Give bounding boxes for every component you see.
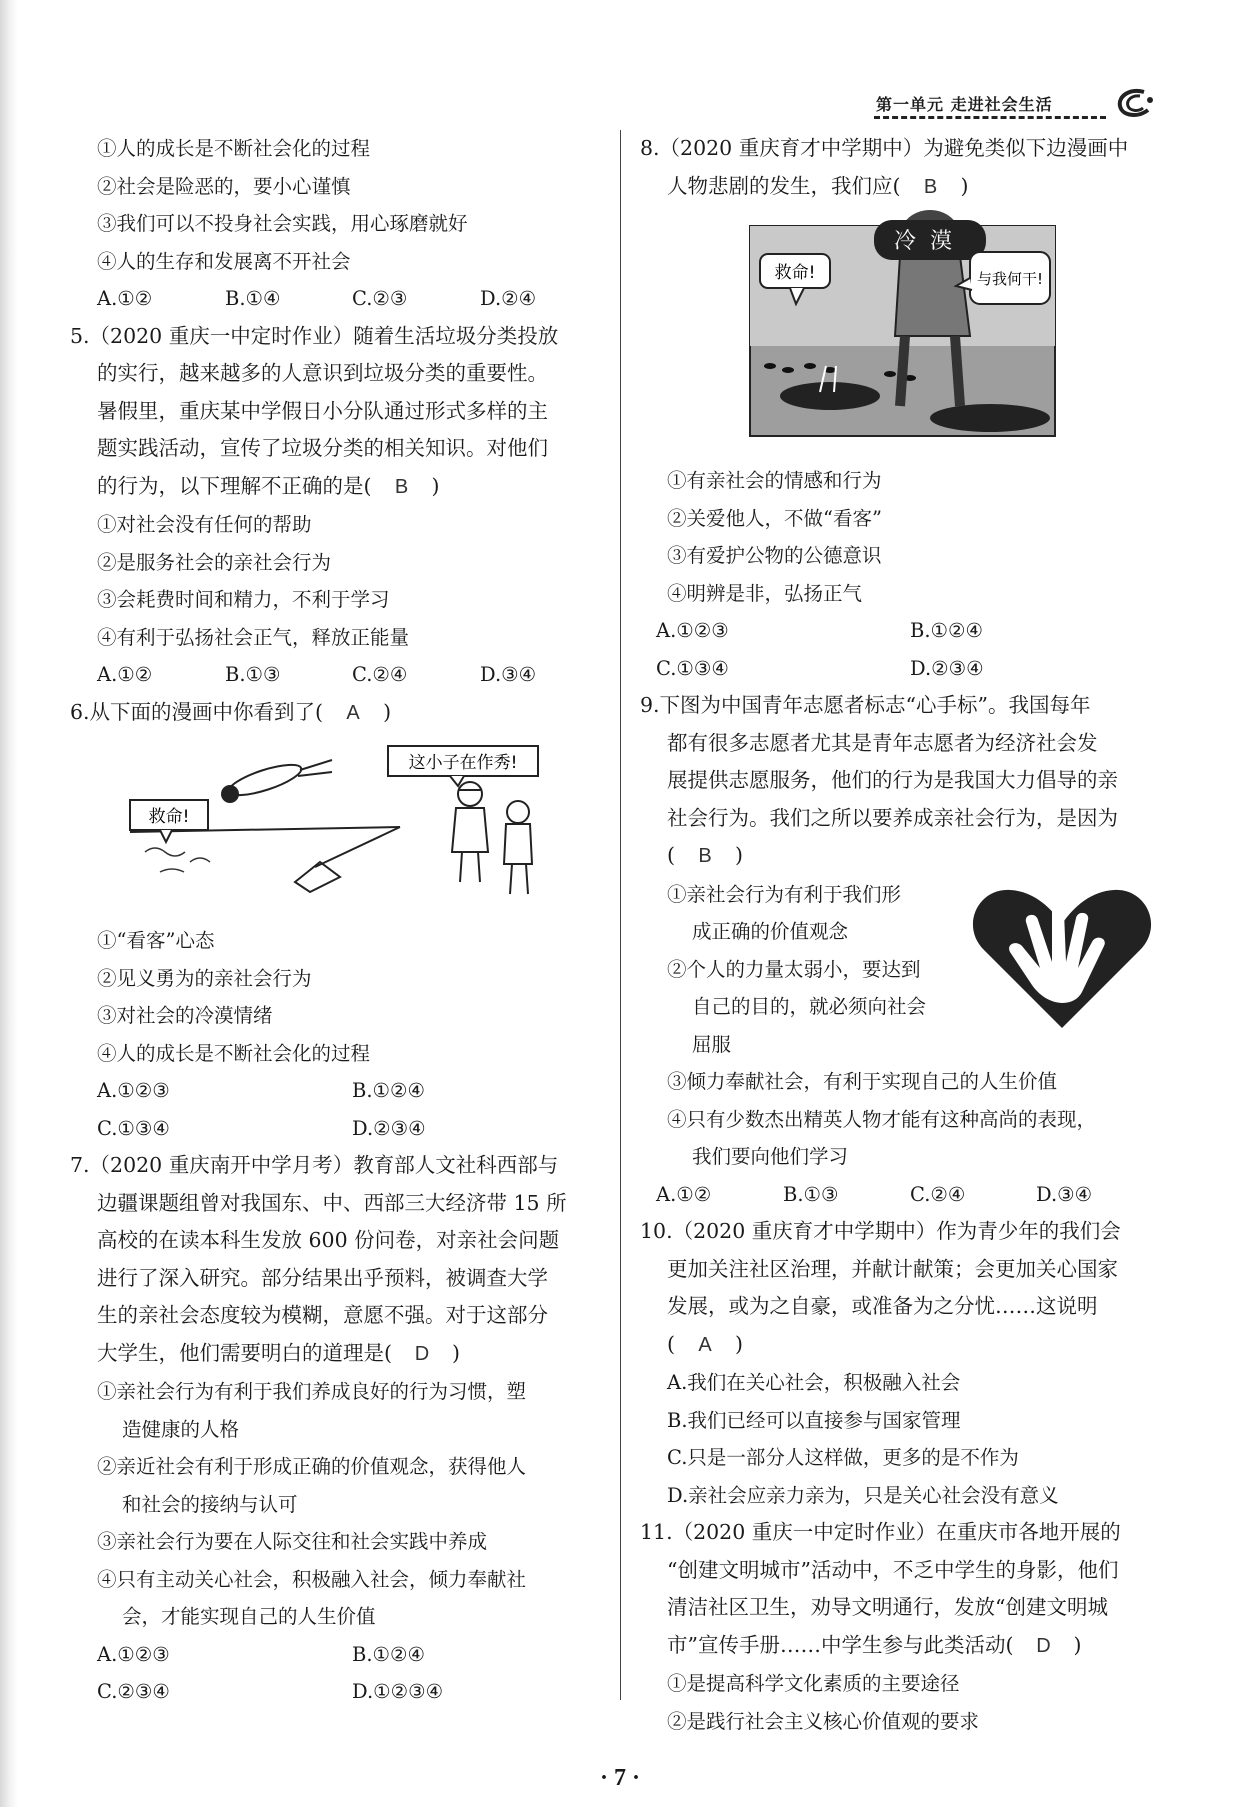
q10-stem-line: 10.（2020 重庆育才中学期中）作为青少年的我们会 xyxy=(640,1219,1121,1243)
q6-options-row2 xyxy=(70,1110,610,1148)
q8-answer: B xyxy=(923,175,938,198)
scan-edge xyxy=(0,0,18,1807)
q9-option-d: D.③④ xyxy=(1036,1182,1093,1206)
q10-answer: A xyxy=(698,1333,712,1356)
q9-option-c: C.②④ xyxy=(910,1182,966,1206)
q11-stem-line: 11.（2020 重庆一中定时作业）在重庆市各地开展的 xyxy=(640,1520,1121,1544)
q11-item: ①是提高科学文化素质的主要途径 xyxy=(667,1672,960,1695)
q7-option-a: A.①②③ xyxy=(97,1642,170,1666)
q6-item: ③对社会的冷漠情绪 xyxy=(97,1004,273,1027)
q10-stem-line: 发展，或为之自豪，或准备为之分忧……这说明 xyxy=(667,1294,1098,1318)
q8-option-d: D.②③④ xyxy=(910,656,984,680)
q7-item: ②亲近社会有利于形成正确的价值观念，获得他人 xyxy=(97,1455,527,1478)
q9-item-cont: 屈服 xyxy=(692,1032,732,1056)
q7-stem-line: 生的亲社会态度较为模糊，意愿不强。对于这部分 xyxy=(97,1303,548,1327)
q8-stem-end: 人物悲剧的发生，我们应( xyxy=(667,173,901,198)
q6-answer: A xyxy=(346,701,360,724)
q5-answer: B xyxy=(394,475,409,498)
q10-option: C.只是一部分人这样做，更多的是不作为 xyxy=(667,1446,1019,1469)
q5-stem-line: 5.（2020 重庆一中定时作业）随着生活垃圾分类投放 xyxy=(70,323,559,348)
q4-item: ①人的成长是不断社会化的过程 xyxy=(97,137,371,160)
swirl-logo-icon xyxy=(1110,86,1156,120)
q6-item: ①“看客”心态 xyxy=(97,929,215,952)
q9-answer: B xyxy=(698,845,712,867)
q5-stem-line: 的实行，越来越多的人意识到垃圾分类的重要性。 xyxy=(97,361,548,385)
q6-options-row1 xyxy=(70,1072,610,1110)
q7-options-row1 xyxy=(70,1636,610,1674)
header-underline xyxy=(874,116,1106,119)
q5-stem-line: 暑假里，重庆某中学假日小分队通过形式多样的主 xyxy=(97,398,548,423)
q5-option-a: A.①② xyxy=(97,663,153,686)
q4-item: ④人的生存和发展离不开社会 xyxy=(97,249,351,273)
q7-item: ③亲社会行为要在人际交往和社会实践中养成 xyxy=(97,1530,488,1553)
q8-option-c: C.①③④ xyxy=(656,656,729,680)
q6-option-a: A.①②③ xyxy=(97,1079,170,1102)
unit-title: 第一单元 走进社会生活 xyxy=(876,95,1053,114)
q7-stem-line: 大学生，他们需要明白的道理是( D ) xyxy=(70,1335,610,1374)
q4-option-d: D.②④ xyxy=(480,287,537,310)
q8-stem-line: 8.（2020 重庆育才中学期中）为避免类似下边漫画中 xyxy=(640,136,1129,160)
q6-option-c: C.①③④ xyxy=(97,1116,170,1140)
q11-answer: D xyxy=(1036,1634,1051,1657)
column-divider xyxy=(620,130,621,1700)
q8-options-row1 xyxy=(640,612,1180,650)
q6-bubble-help: 救命! xyxy=(148,807,190,827)
q7-answer: D xyxy=(414,1342,430,1365)
q5-item: ②是服务社会的亲社会行为 xyxy=(97,550,332,574)
q10-stem-line: 更加关注社区治理，并献计献策；会更加关心国家 xyxy=(667,1256,1118,1281)
q7-stem-line: 高校的在读本科生发放 600 份问卷，对亲社会问题 xyxy=(97,1228,560,1252)
q9-stem-line: 9.下图为中国青年志愿者标志“心手标”。我国每年 xyxy=(640,693,1091,717)
q7-item-cont: 会，才能实现自己的人生价值 xyxy=(122,1605,376,1628)
q7-item: ①亲社会行为有利于我们养成良好的行为习惯，塑 xyxy=(97,1380,527,1403)
q11-stem-line: 市”宣传手册……中学生参与此类活动( D ) xyxy=(640,1627,1180,1666)
q7-item: ④只有主动关心社会，积极融入社会，倾力奉献社 xyxy=(97,1567,527,1591)
q10-option: A.我们在关心社会，积极融入社会 xyxy=(667,1371,961,1394)
q8-option-b: B.①②④ xyxy=(910,619,983,642)
q7-item-cont: 和社会的接纳与认可 xyxy=(122,1492,298,1516)
q7-option-c: C.②③④ xyxy=(97,1680,170,1703)
q7-option-b: B.①②④ xyxy=(352,1642,425,1666)
q7-item-cont: 造健康的人格 xyxy=(122,1417,240,1441)
q9-item: ④只有少数杰出精英人物才能有这种高尚的表现， xyxy=(667,1107,1097,1131)
q6-item: ②见义勇为的亲社会行为 xyxy=(97,966,312,990)
q4-option-c: C.②③ xyxy=(352,287,408,310)
q7-options-row2 xyxy=(70,1673,610,1711)
q11-stem-line: “创建文明城市”活动中，不乏中学生的身影，他们 xyxy=(667,1557,1119,1582)
q11-item: ②是践行社会主义核心价值观的要求 xyxy=(667,1709,980,1733)
q4-item: ③我们可以不投身社会实践，用心琢磨就好 xyxy=(97,212,468,235)
q4-item: ②社会是险恶的，要小心谨慎 xyxy=(97,174,351,198)
q11-stem-line: 清洁社区卫生，劝导文明通行，发放“创建文明城 xyxy=(667,1595,1108,1619)
q4-option-a: A.①② xyxy=(97,287,153,310)
q9-stem-line: 社会行为。我们之所以要养成亲社会行为，是因为 xyxy=(667,805,1118,830)
q9-answer-line: ( B ) xyxy=(640,837,1180,876)
q8-cartoon xyxy=(640,206,1180,462)
q5-item: ④有利于弘扬社会正气，释放正能量 xyxy=(97,625,410,649)
q7-stem-line: 7.（2020 重庆南开中学月考）教育部人文社科西部与 xyxy=(70,1153,559,1177)
q10-answer-line: ( A ) xyxy=(640,1326,1180,1365)
q6-item: ④人的成长是不断社会化的过程 xyxy=(97,1041,371,1065)
q9-options xyxy=(640,1176,1180,1214)
q5-option-b: B.①③ xyxy=(225,663,281,686)
q9-option-b: B.①③ xyxy=(783,1182,839,1206)
q5-item: ①对社会没有任何的帮助 xyxy=(97,513,312,536)
q6-option-b: B.①②④ xyxy=(352,1079,425,1102)
q8-bubble-indifferent: 与我何干! xyxy=(976,270,1044,288)
q8-item: ③有爱护公物的公德意识 xyxy=(667,544,882,567)
q5-stem-line: 的行为，以下理解不正确的是( B ) xyxy=(70,468,610,507)
q8-stem-line: 人物悲剧的发生，我们应( B ) xyxy=(640,168,1180,207)
q9-option-a: A.①② xyxy=(656,1182,712,1206)
drowning-cartoon-illustration xyxy=(70,732,610,922)
q5-stem-line: 题实践活动，宣传了垃圾分类的相关知识。对他们 xyxy=(97,436,548,460)
q7-stem-end: 大学生，他们需要明白的道理是( xyxy=(97,1340,392,1365)
q7-stem-line: 边疆课题组曾对我国东、中、西部三大经济带 15 所 xyxy=(97,1190,567,1215)
q5-stem-end: 的行为，以下理解不正确的是( xyxy=(97,473,372,498)
page-header xyxy=(860,86,1160,126)
q9-stem-line: 都有很多志愿者尤其是青年志愿者为经济社会发 xyxy=(667,730,1098,755)
q5-option-d: D.③④ xyxy=(480,663,537,686)
q8-item: ④明辨是非，弘扬正气 xyxy=(667,581,863,605)
q8-option-a: A.①②③ xyxy=(656,619,729,642)
q5-options xyxy=(70,656,610,694)
q8-options-row2 xyxy=(640,650,1180,688)
q4-option-b: B.①④ xyxy=(225,287,281,310)
q10-option: B.我们已经可以直接参与国家管理 xyxy=(667,1408,961,1432)
left-column xyxy=(70,130,610,1711)
q6-cartoon xyxy=(70,732,610,922)
q9-item: ①亲社会行为有利于我们形 xyxy=(667,882,902,906)
q9-item: ②个人的力量太弱小，要达到 xyxy=(667,957,921,981)
q7-stem-line: 进行了深入研究。部分结果出乎预料，被调查大学 xyxy=(97,1265,548,1290)
q7-option-d: D.①②③④ xyxy=(352,1680,444,1703)
right-column xyxy=(640,130,1180,1740)
q9-item-cont: 成正确的价值观念 xyxy=(692,920,849,943)
q9-stem-line: 展提供志愿服务，他们的行为是我国大力倡导的亲 xyxy=(667,768,1118,792)
q5-item: ③会耗费时间和精力，不利于学习 xyxy=(97,588,390,611)
q5-option-c: C.②④ xyxy=(352,663,408,686)
heart-hand-volunteer-logo-icon xyxy=(970,882,1155,1032)
q6-bubble-onlooker: 这小子在作秀! xyxy=(408,753,518,773)
q6-stem: 6.从下面的漫画中你看到了( A ) xyxy=(70,694,610,733)
q8-bubble-help: 救命! xyxy=(774,263,816,283)
page-number: · 7 · xyxy=(600,1765,641,1791)
q8-item: ①有亲社会的情感和行为 xyxy=(667,469,882,492)
q9-item: ③倾力奉献社会，有利于实现自己的人生价值 xyxy=(667,1070,1058,1093)
q4-options xyxy=(70,280,610,318)
q6-stem-text: 6.从下面的漫画中你看到了( xyxy=(70,699,324,724)
q8-item: ②关爱他人，不做“看客” xyxy=(667,506,882,530)
q10-option: D.亲社会应亲力亲为，只是关心社会没有意义 xyxy=(667,1483,1059,1507)
q9-item-cont: 我们要向他们学习 xyxy=(692,1145,849,1168)
q9-item-cont: 自己的目的，就必须向社会 xyxy=(692,995,927,1018)
indifference-cartoon-illustration xyxy=(640,206,1180,462)
q6-option-d: D.②③④ xyxy=(352,1116,426,1140)
q11-stem-end: 市”宣传手册……中学生参与此类活动( xyxy=(667,1632,1014,1657)
q8-hat-text: 冷漠 xyxy=(893,229,967,254)
